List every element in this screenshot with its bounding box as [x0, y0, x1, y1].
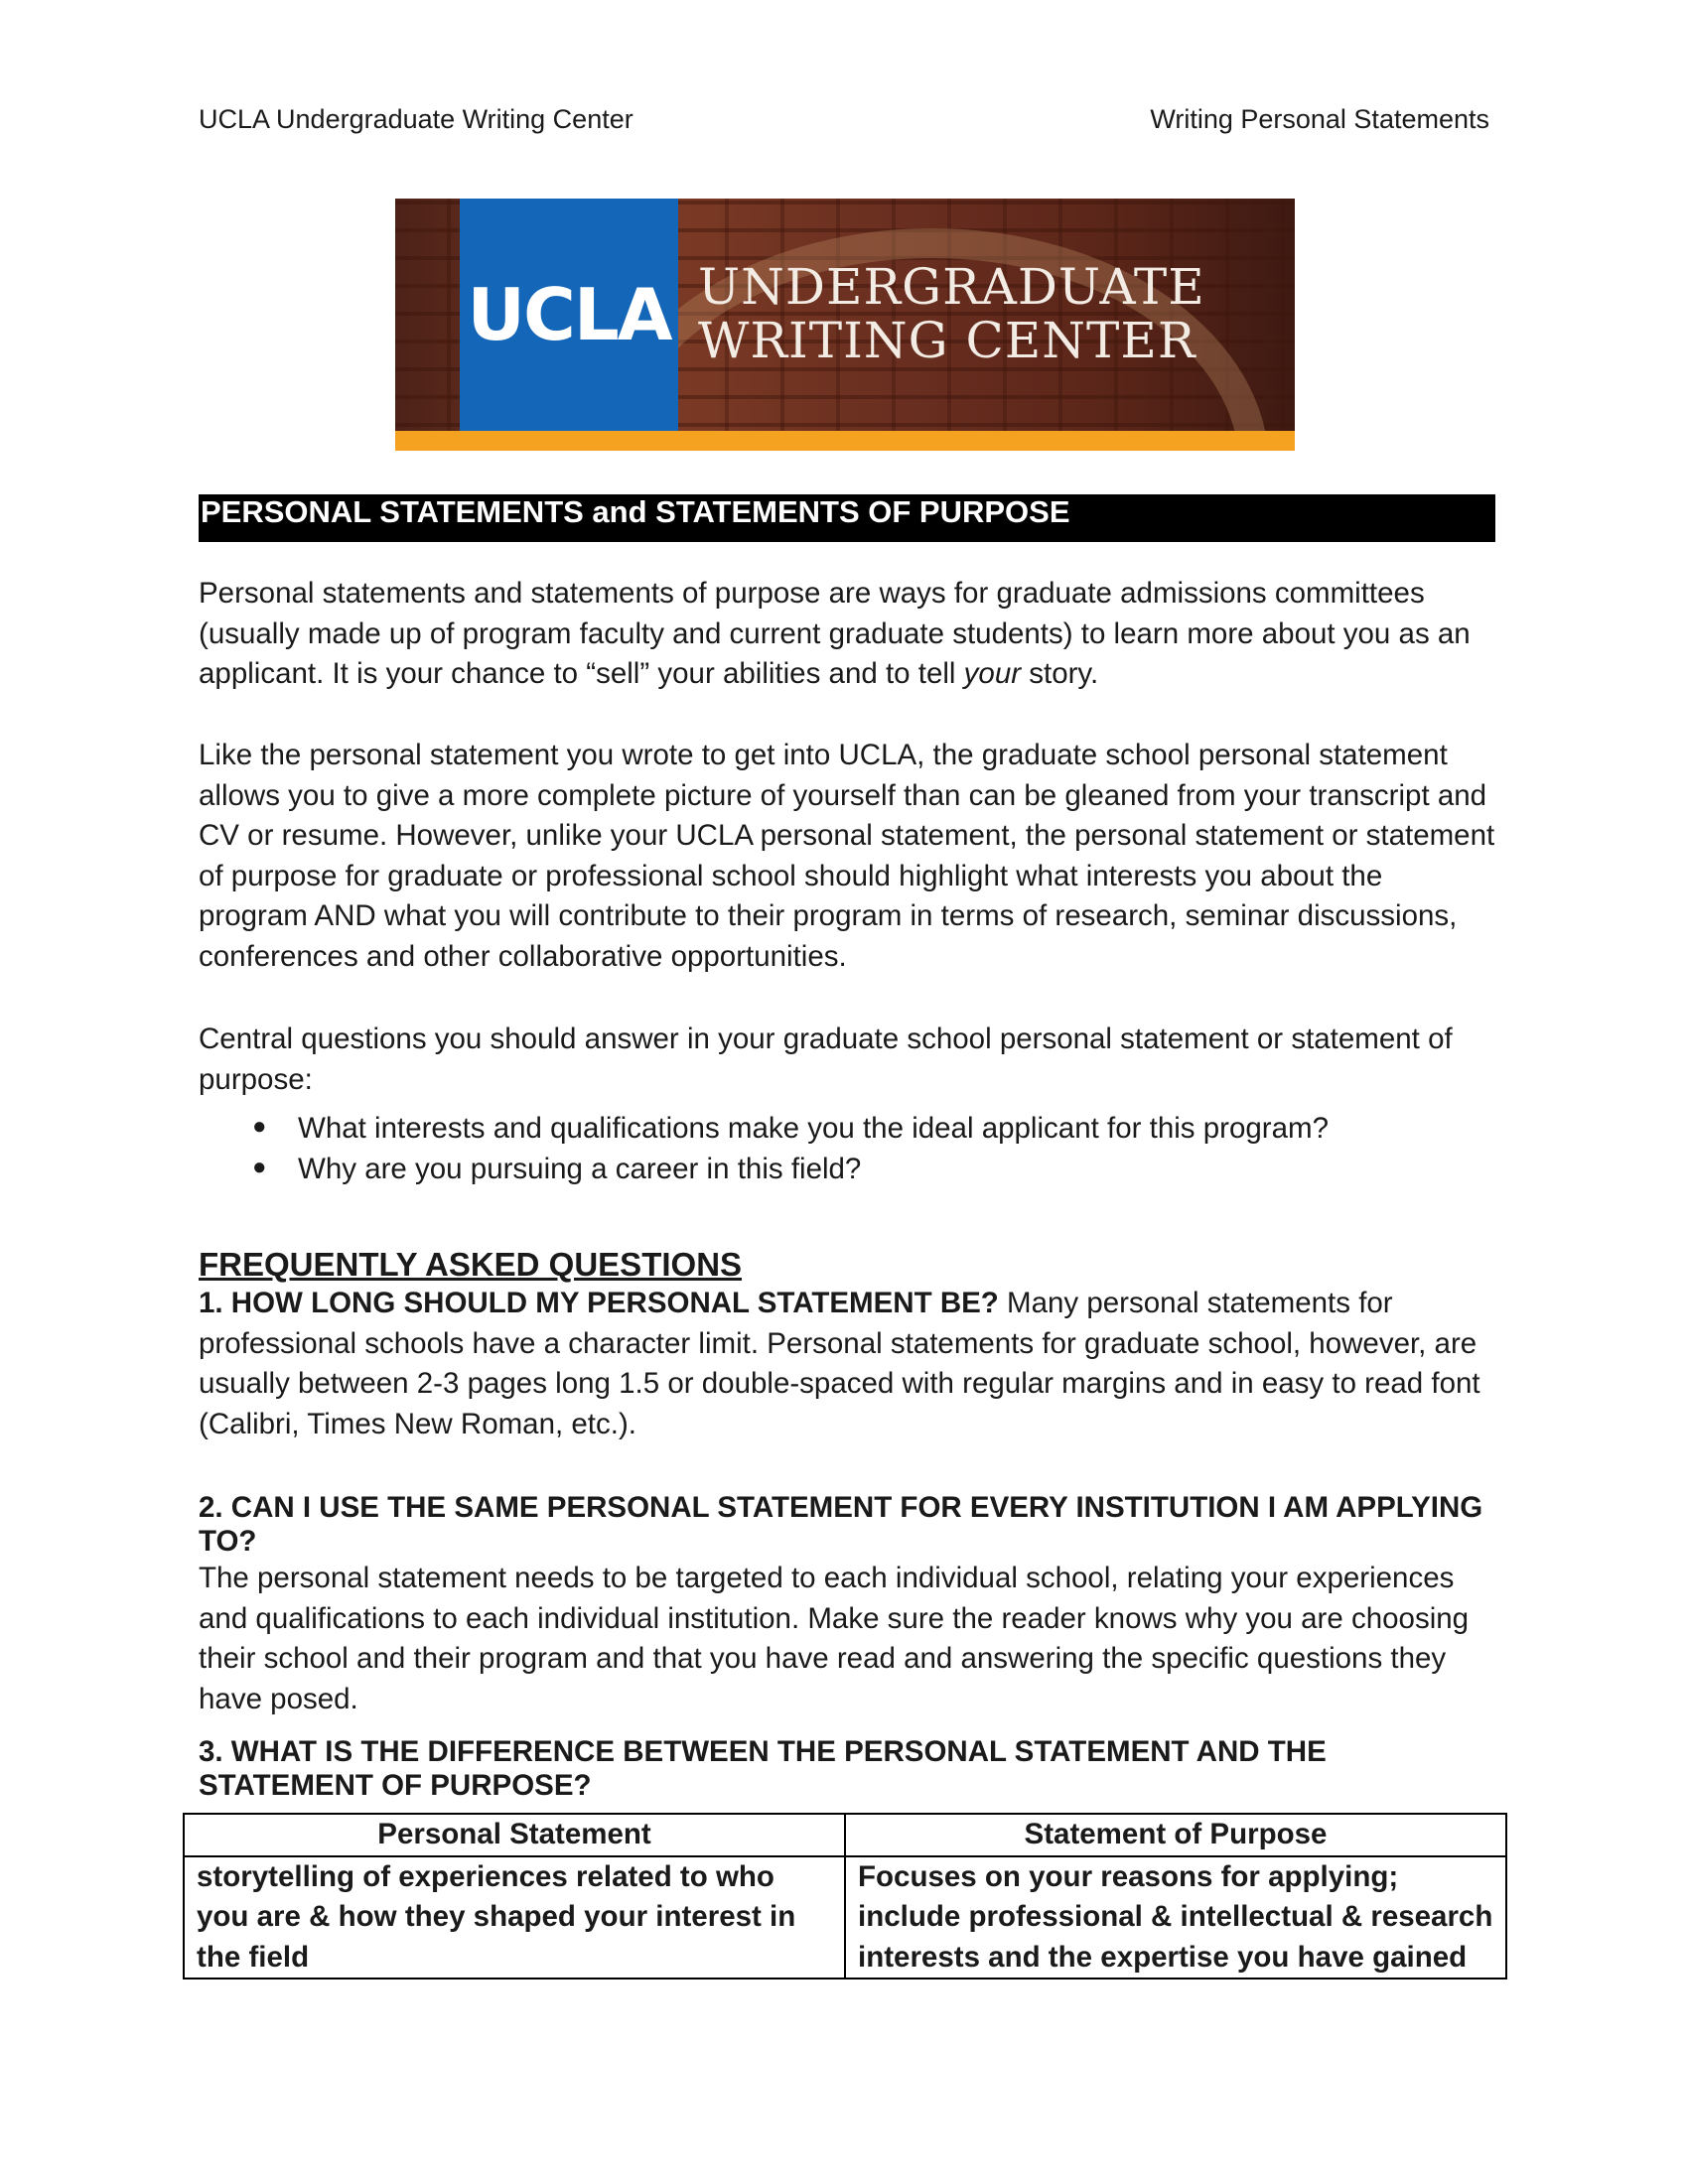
header-left-text: UCLA Undergraduate Writing Center: [199, 103, 633, 134]
intro-paragraph-1: [199, 574, 1495, 695]
table-header-row: [184, 1814, 1506, 1856]
central-questions-list: [248, 1109, 1489, 1189]
faq-question-1: 1. HOW LONG SHOULD MY PERSONAL STATEMENT BE?: [199, 1287, 999, 1319]
header-right-text: Writing Personal Statements: [1150, 103, 1489, 134]
intro-p1-end: story.: [1021, 657, 1099, 690]
bullet-icon: ●: [252, 1153, 267, 1180]
ucla-logo-block: [460, 199, 678, 431]
faq-question-3: 3. WHAT IS THE DIFFERENCE BETWEEN THE PERSONAL STATEMENT AND THE STATEMENT OF PURPOSE?: [199, 1735, 1327, 1802]
table-row: [184, 1856, 1506, 1979]
table-header-cell: Statement of Purpose: [845, 1814, 1506, 1856]
faq-heading: FREQUENTLY ASKED QUESTIONS: [199, 1246, 743, 1283]
banner-title-line1: UNDERGRADUATE: [698, 258, 1205, 316]
faq-item-1: [199, 1284, 1495, 1444]
intro-paragraph-3: Central questions you should answer in your graduate school personal statement or statement of purpose:: [199, 1023, 1453, 1096]
running-header: [199, 99, 1489, 139]
faq-item-2: [199, 1491, 1495, 1719]
intro-paragraph-2: Like the personal statement you wrote to get into UCLA, the graduate school personal statement allows you to give a more complete picture of yourself than can be gleaned from your transcript and CV or resume. However, unlike your UCLA personal statement, the personal statement or statement of purpose for graduate or professional school should highlight what interests you about the program AND what you will contribute to their program in terms of research, seminar discussions, conferences and other collaborative opportunities.: [199, 739, 1495, 973]
intro-p1-emphasis: your: [963, 657, 1022, 690]
faq-answer-2: The personal statement needs to be targeted to each individual school, relating your experiences and qualifications to each individual institution. Make sure the reader knows why you are choosing their school and their program and that you have read and answering the specific questions they have posed.: [199, 1562, 1470, 1715]
table-header-cell: Personal Statement: [184, 1814, 845, 1856]
writing-center-banner: [395, 199, 1295, 451]
bullet-icon: ●: [252, 1113, 267, 1140]
ucla-logo: UCLA: [467, 273, 671, 356]
comparison-table: [183, 1813, 1507, 1979]
table-cell: Focuses on your reasons for applying; include professional & intellectual & research interests and the expertise you have gained: [845, 1856, 1506, 1979]
banner-gold-stripe: [395, 431, 1295, 451]
section-title: PERSONAL STATEMENTS and STATEMENTS OF PURPOSE: [199, 494, 1495, 542]
banner-title: [698, 260, 1205, 367]
faq-question-2: 2. CAN I USE THE SAME PERSONAL STATEMENT FOR EVERY INSTITUTION I AM APPLYING TO?: [199, 1491, 1483, 1558]
bullet-text: Why are you pursuing a career in this field?: [298, 1152, 862, 1185]
bullet-text: What interests and qualifications make you the ideal applicant for this program?: [298, 1112, 1329, 1145]
faq-answer-1: Many personal statements for professional schools have a character limit. Personal statements for graduate school, however, are usually between 2-3 pages long 1.5 or double-spaced with regular margins and in easy to read font (Calibri, Times New Roman, etc.).: [199, 1287, 1480, 1440]
table-cell: storytelling of experiences related to who you are & how they shaped your interest in the field: [184, 1856, 845, 1979]
list-item: [248, 1109, 1489, 1150]
intro-p1-text: Personal statements and statements of purpose are ways for graduate admissions committees (usually made up of program faculty and current graduate students) to learn more about you as an applicant. It is your chance to “sell” your abilities and to tell: [199, 577, 1471, 690]
banner-title-line2: WRITING CENTER: [698, 312, 1196, 369]
list-item: [248, 1150, 1489, 1190]
